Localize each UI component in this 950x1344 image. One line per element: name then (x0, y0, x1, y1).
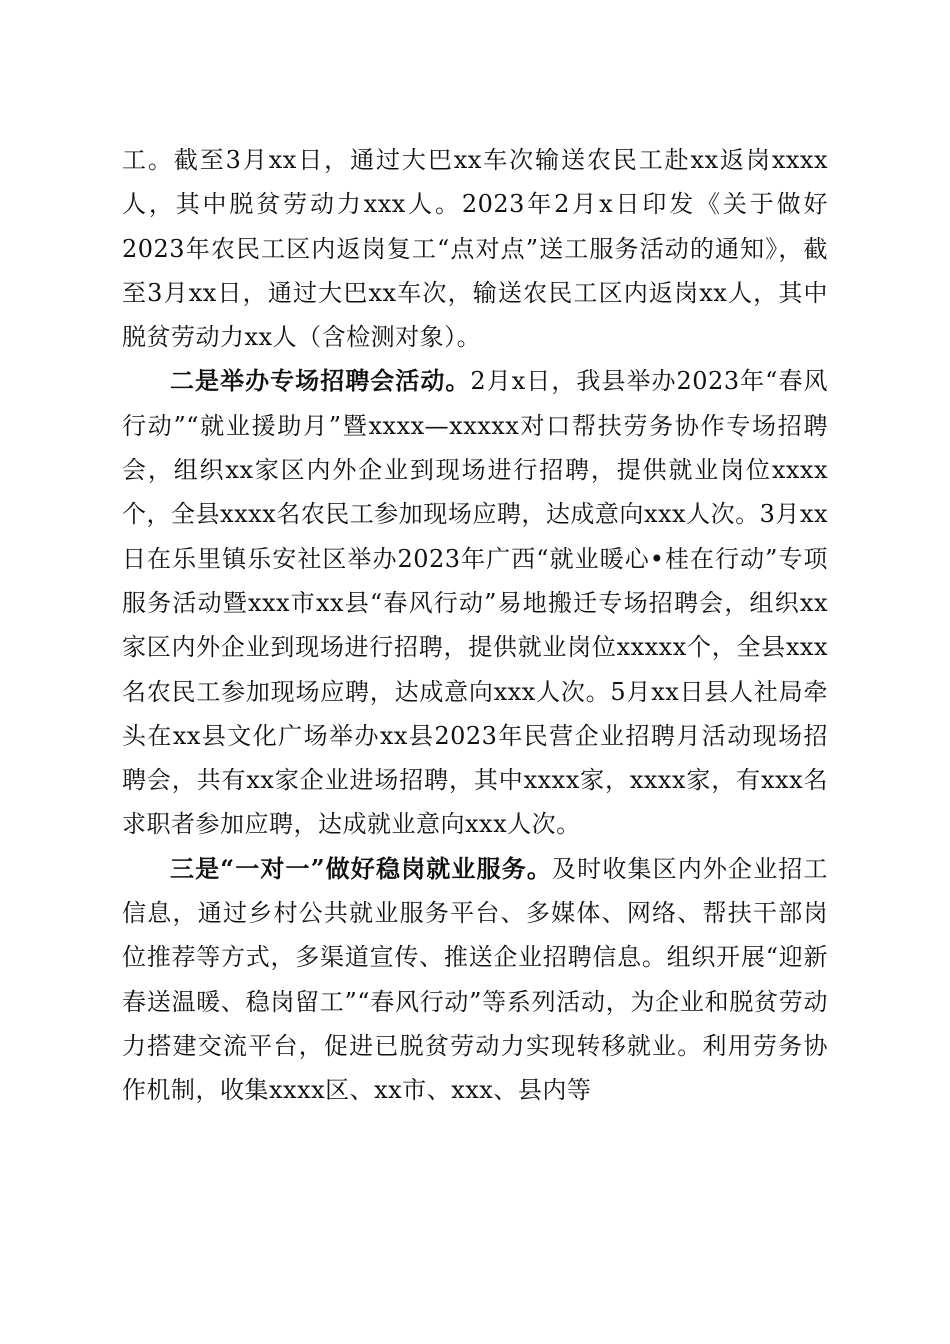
document-body (122, 138, 828, 1113)
paragraph-1 (122, 138, 828, 359)
paragraph-3-heading: 三是“一对一”做好稳岗就业服务。 (170, 853, 553, 883)
paragraph-2-heading: 二是举办专场招聘会活动。 (170, 366, 471, 396)
paragraph-3 (122, 847, 828, 1113)
paragraph-2 (122, 359, 828, 846)
paragraph-1-text: 工。截至3月xx日，通过大巴xx车次输送农民工赴xx返岗xxxx人，其中脱贫劳动力xxx人。2023年2月x日印发《关于做好2023年农民工区内返岗复工“点对点”送工服务活动的通知》，截至3月xx日，通过大巴xx车次，输送农民工区内返岗xx人，其中脱贫劳动力xx人（含检测对象）。 (122, 146, 828, 352)
paragraph-3-text: 及时收集区内外企业招工信息，通过乡村公共就业服务平台、多媒体、网络、帮扶干部岗位推荐等方式，多渠道宣传、推送企业招聘信息。组织开展“迎新春送温暖、稳岗留工”“春风行动”等系列活动，为企业和脱贫劳动力搭建交流平台，促进已脱贫劳动力实现转移就业。利用劳务协作机制，收集xxxx区、xx市、xxx、县内等 (122, 854, 829, 1105)
paragraph-2-text: 2月x日，我县举办2023年“春风行动”“就业援助月”暨xxxx—xxxxx对口帮扶劳务协作专场招聘会，组织xx家区内外企业到现场进行招聘，提供就业岗位xxxx个，全县xxxx名农民工参加现场应聘，达成意向xxx人次。3月xx日在乐里镇乐安社区举办2023年广西“就业暖心•桂在行动”专项服务活动暨xxx市xx县“春风行动”易地搬迁专场招聘会，组织xx家区内外企业到现场进行招聘，提供就业岗位xxxxx个，全县xxx名农民工参加现场应聘，达成意向xxx人次。5月xx日县人社局牵头在xx县文化广场举办xx县2023年民营企业招聘月活动现场招聘会，共有xx家企业进场招聘，其中xxxx家，xxxx家，有xxx名求职者参加应聘，达成就业意向xxx人次。 (122, 367, 828, 839)
